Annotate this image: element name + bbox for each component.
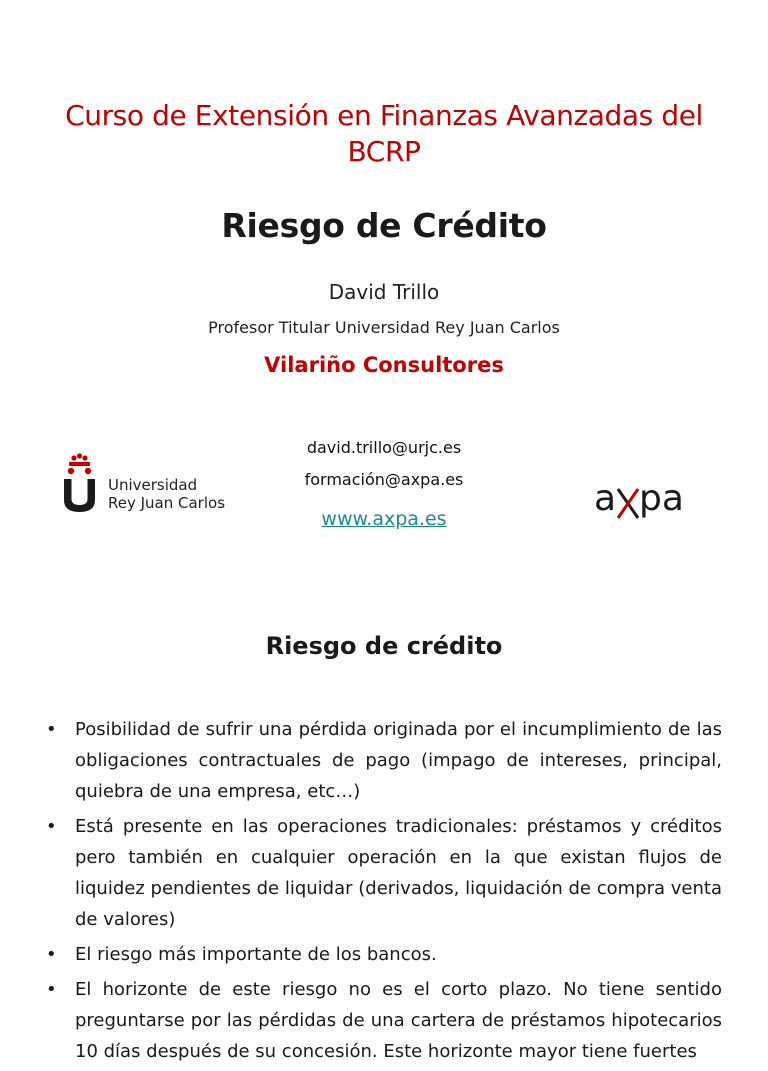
website-link[interactable]: www.axpa.es — [321, 508, 447, 530]
section-title: Riesgo de crédito — [265, 632, 503, 660]
axpa-logo — [594, 476, 694, 524]
slide-title: Riesgo de Crédito — [221, 206, 547, 245]
urjc-logo-line1: Universidad — [108, 476, 198, 494]
svg-text:a: a — [594, 478, 617, 519]
axpa-logo-icon — [594, 476, 694, 524]
bullet-item: • El horizonte de este riesgo no es el corto plazo. No tiene sentido preguntarse por las pérdidas de una cartera de préstamos hipotecarios 10 días después de su concesión. Este horizonte mayor tiene fuertes — [46, 974, 722, 1067]
bullet-list — [46, 714, 722, 1071]
course-title — [0, 98, 768, 170]
firm-name: Vilariño Consultores — [264, 353, 504, 377]
author-position: Profesor Titular Universidad Rey Juan Carlos — [208, 318, 560, 337]
email-axpa[interactable]: formación@axpa.es — [304, 470, 464, 489]
bullet-item: • Está presente en las operaciones tradicionales: préstamos y créditos pero también en cualquier operación en la que existan flujos de liquidez pendientes de liquidar (derivados, liquidación de compra venta de valores) — [46, 811, 722, 935]
bullet-item: • Posibilidad de sufrir una pérdida originada por el incumplimiento de las obligaciones contractuales de pago (impago de intereses, principal, quiebra de una empresa, etc…) — [46, 714, 722, 807]
urjc-logo-line2: Rey Juan Carlos — [108, 494, 226, 512]
email-urjc[interactable]: david.trillo@urjc.es — [306, 438, 462, 457]
course-title-line1: Curso de Extensión en Finanzas Avanzadas del — [65, 99, 703, 132]
author-name: David Trillo — [328, 280, 440, 304]
course-title-line2: BCRP — [347, 135, 421, 168]
bullet-item: • El riesgo más importante de los bancos. — [46, 939, 722, 970]
svg-text:pa: pa — [639, 478, 684, 519]
